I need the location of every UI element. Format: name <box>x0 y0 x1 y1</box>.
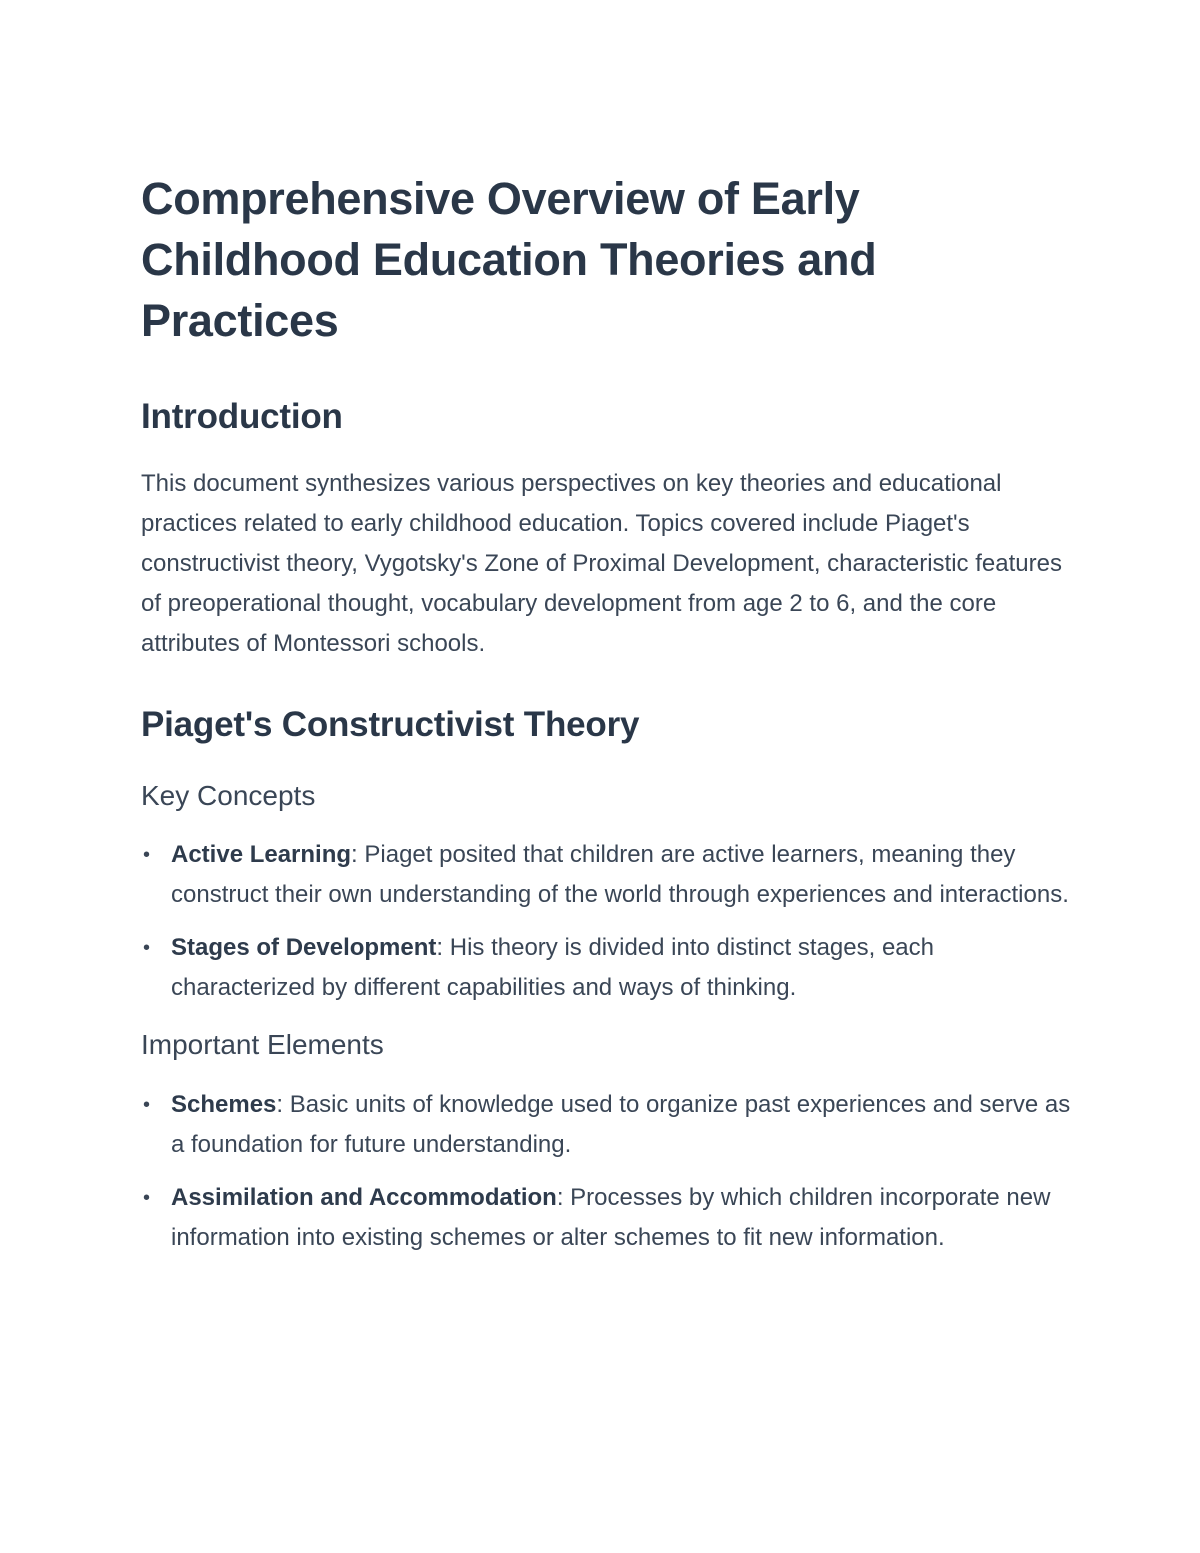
piaget-section-heading: Piaget's Constructivist Theory <box>141 705 640 744</box>
list-item <box>141 928 1071 1008</box>
key-concepts-list <box>141 835 1071 1008</box>
list-item-text: : His theory is divided into distinct stages, each characterized by different capabilities and ways of thinking. <box>171 934 934 1001</box>
important-elements-heading: Important Elements <box>141 1029 384 1060</box>
list-item <box>141 1178 1071 1258</box>
list-item-text: : Basic units of knowledge used to organize past experiences and serve as a foundation for future understanding. <box>171 1091 1071 1158</box>
bullet-icon: • <box>143 1094 151 1116</box>
list-item-text: : Processes by which children incorporate new information into existing schemes or alter schemes to fit new information. <box>171 1184 1051 1251</box>
list-item-text: : Piaget posited that children are active learners, meaning they construct their own understanding of the world through experiences and interactions. <box>171 841 1069 908</box>
list-item-term: Active Learning <box>171 841 352 868</box>
list-item-term: Assimilation and Accommodation <box>171 1184 557 1211</box>
list-item-term: Schemes <box>171 1091 277 1118</box>
list-item-term: Stages of Development <box>171 934 437 961</box>
bullet-icon: • <box>143 937 151 959</box>
list-item <box>141 1085 1071 1165</box>
document-title: Comprehensive Overview of Early Childhood Education Theories and Practices <box>141 173 877 346</box>
document-page <box>141 168 1071 1258</box>
list-item <box>141 835 1071 915</box>
key-concepts-heading: Key Concepts <box>141 780 316 811</box>
introduction-heading: Introduction <box>141 397 343 436</box>
bullet-icon: • <box>143 1187 151 1209</box>
bullet-icon: • <box>143 844 151 866</box>
important-elements-list <box>141 1085 1071 1258</box>
introduction-paragraph: This document synthesizes various perspectives on key theories and educational practices related to early childhood education. Topics covered include Piaget's constructivist theory, Vygotsky's Zone of Proximal Development, characteristic features of preoperational thought, vocabulary development from age 2 to 6, and the core attributes of Montessori schools. <box>141 470 1062 657</box>
